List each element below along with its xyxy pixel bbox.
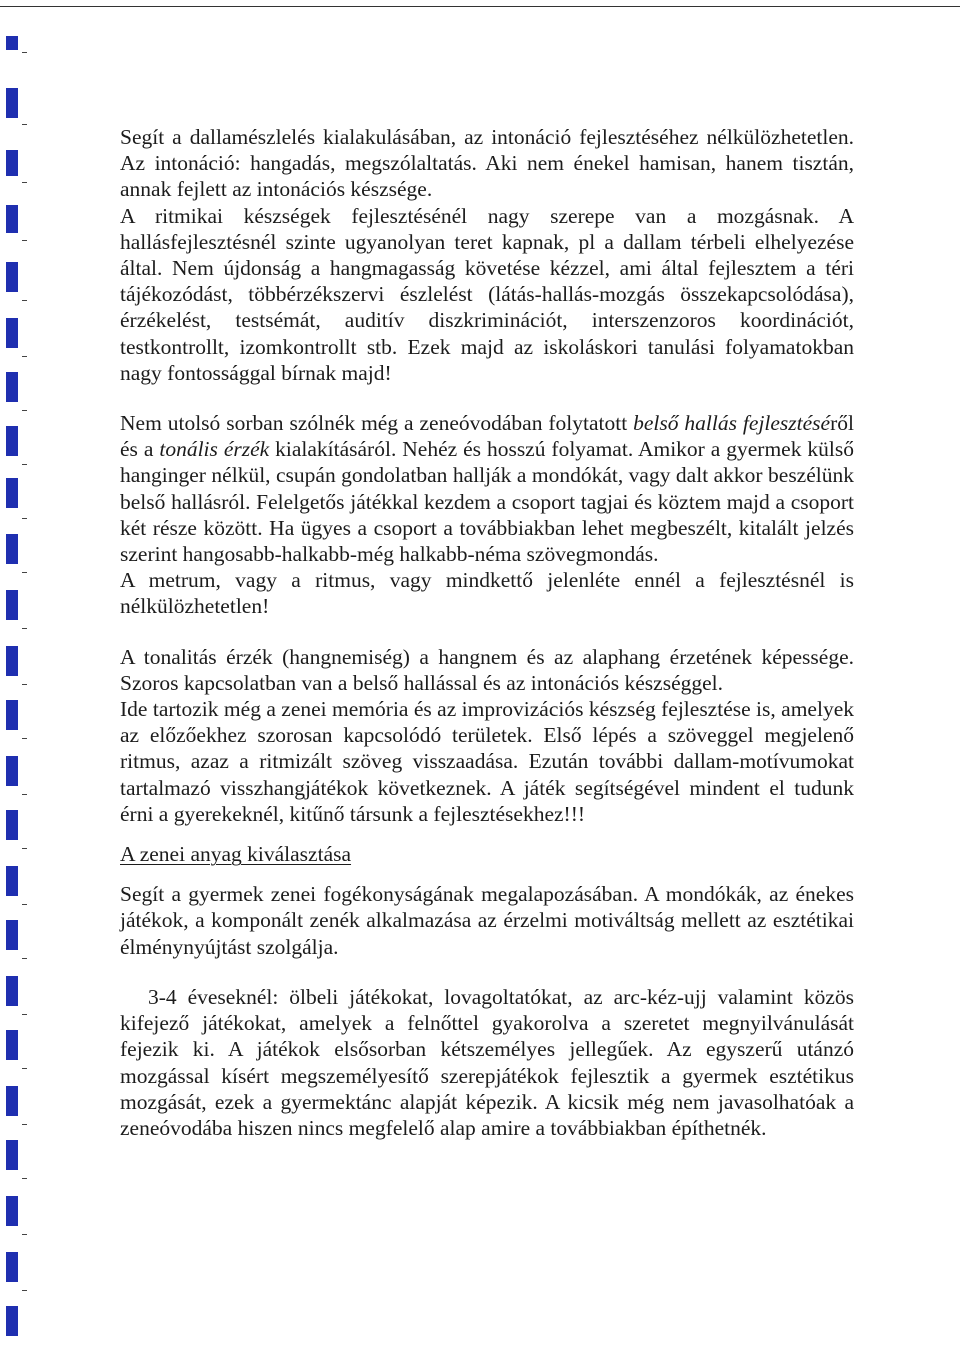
paragraph-gap — [120, 867, 854, 881]
binding-mark — [6, 810, 18, 840]
binding-mark — [6, 1030, 18, 1060]
binding-mark — [6, 88, 18, 118]
section-heading: A zenei anyag kiválasztása — [120, 842, 352, 867]
binding-tick — [22, 1124, 27, 1125]
binding-mark — [6, 866, 18, 896]
binding-tick — [22, 904, 27, 905]
paragraph-age-3-4: 3-4 éveseknél: ölbeli játékokat, lovagoltatókat, az arc-kéz-ujj valamint közös kifejező játékokat, amelyek a felnőttel gyakorolva a szeretet megnyilvánulását fejezik ki. A játékok elsősorban kétszemélyes jellegűek. Az egyszerű utánzó mozgással kísért megszemélyesítő szerepjátékok fejlesztik a gyermek esztétikus mozgását, ezek a gyermektánc alapját képezik. A kicsik még nem javasolhatóak a zeneóvodába hiszen nincs megfelelő alap amire a továbbiakban építhetnék. — [120, 984, 854, 1140]
binding-tick — [22, 240, 27, 241]
binding-mark — [6, 426, 18, 456]
paragraph-memory: Ide tartozik még a zenei memória és az improvizációs készség fejlesztése is, amelyek az előzőekhez szorosan kapcsolódó területek. Első lépés a szöveggel megjelenő ritmus, azaz a ritmizált szöveg visszaadása. Ezután további dallam-motívumokat tartalmazó visszhangjátékok következnek. A játék segítségével mindent el tudunk érni a gyerekeknél, kitűnő társunk a fejlesztésekhez!!! — [120, 697, 854, 826]
binding-mark — [6, 372, 18, 402]
paragraph-intonation: Segít a dallamészlelés kialakulásában, az intonáció fejlesztéséhez nélkülözhetetlen. Az intonáció: hangadás, megszólaltatás. Aki nem énekel hamisan, hanem tisztán, annak fejlett az intonációs készsége. — [120, 125, 854, 202]
binding-tick — [22, 628, 27, 629]
binding-mark — [6, 1252, 18, 1282]
inner-hearing-text-1: Nem utolsó sorban szólnék még a zeneóvodában folytatott — [120, 411, 634, 436]
paragraph-gap — [120, 386, 854, 410]
binding-mark — [6, 262, 18, 292]
paragraph-inner-hearing — [120, 410, 854, 567]
paragraph-material: Segít a gyermek zenei fogékonyságának megalapozásában. A mondókák, az énekes játékok, a komponált zenék alkalmazása az érzelmi motiváltság mellett az esztétikai élménynyújtást szolgálja. — [120, 882, 854, 959]
binding-mark — [6, 318, 18, 348]
binding-tick — [22, 410, 27, 411]
binding-tick — [22, 464, 27, 465]
binding-mark — [6, 534, 18, 564]
binding-tick — [22, 1014, 27, 1015]
binding-mark — [6, 478, 18, 508]
binding-mark — [6, 1140, 18, 1170]
binding-tick — [22, 738, 27, 739]
binding-mark — [6, 1086, 18, 1116]
binding-tick — [22, 572, 27, 573]
binding-mark — [6, 700, 18, 730]
binding-mark — [6, 976, 18, 1006]
document-body — [120, 124, 854, 1141]
paragraph-gap — [120, 960, 854, 984]
binding-tick — [22, 1290, 27, 1291]
paragraph-metre: A metrum, vagy a ritmus, vagy mindkettő jelenléte ennél a fejlesztésnél is nélkülözhetetlen! — [120, 568, 854, 619]
paragraph-gap — [120, 827, 854, 841]
binding-mark — [6, 36, 18, 50]
binding-tick — [22, 300, 27, 301]
binding-tick — [22, 1068, 27, 1069]
binding-tick — [22, 958, 27, 959]
inner-hearing-emphasis: belső hallás fejlesztésé — [633, 411, 831, 436]
binding-tick — [22, 684, 27, 685]
binding-mark — [6, 590, 18, 620]
top-rule — [0, 6, 960, 7]
binding-tick — [22, 52, 27, 53]
binding-mark — [6, 756, 18, 786]
binding-tick — [22, 124, 27, 125]
binding-tick — [22, 182, 27, 183]
binding-tick — [22, 356, 27, 357]
binding-mark — [6, 646, 18, 676]
paragraph-tonality: A tonalitás érzék (hangnemiség) a hangnem és az alaphang érzetének képessége. Szoros kapcsolatban van a belső hallással és az intonációs készséggel. — [120, 644, 854, 695]
binding-tick — [22, 518, 27, 519]
paragraph-rhythm: A ritmikai készségek fejlesztésénél nagy szerepe van a mozgásnak. A hallásfejlesztésnél szinte ugyanolyan teret kapnak, pl a dallam térbeli elhelyezése által. Nem újdonság a hangmagasság követése kézzel, ami által fejlesztem a téri tájékozódást, többérzékszervi észlelést (látás-hallás-mozgás összekapcsolódása), érzékelést, testsémát, auditív diszkriminációt, interszenzoros koordinációt, testkontrollt, izomkontrollt stb. Ezek majd az iskoláskori tanulási folyamatokban nagy fontossággal bírnak majd! — [120, 203, 854, 385]
inner-hearing-text-2: ről és a — [120, 411, 854, 462]
binding-tick — [22, 1234, 27, 1235]
binding-mark — [6, 1196, 18, 1226]
binding-tick — [22, 1178, 27, 1179]
inner-hearing-text-3: kialakításáról. Nehéz és hosszú folyamat. Amikor a gyermek külső hanginger nélkül, csupán gondolatban hallják a mondókát, vagy dalt akkor beszélünk belső hallásról. Felelgetős játékkal kezdem a csoport tagjai és köztem majd a csoport két része között. Ha ügyes a csoport a továbbiakban lehet megbeszélt, kitalált jelzés szerint hangosabb-halkabb-még halkabb-néma szövegmondás. — [120, 437, 855, 567]
binding-mark — [6, 1306, 18, 1336]
binding-strip — [0, 0, 30, 1358]
binding-mark — [6, 205, 18, 233]
tonal-sense-emphasis: tonális érzék — [159, 437, 270, 462]
binding-tick — [22, 794, 27, 795]
binding-tick — [22, 848, 27, 849]
paragraph-gap — [120, 620, 854, 644]
binding-mark — [6, 920, 18, 950]
binding-mark — [6, 150, 18, 176]
